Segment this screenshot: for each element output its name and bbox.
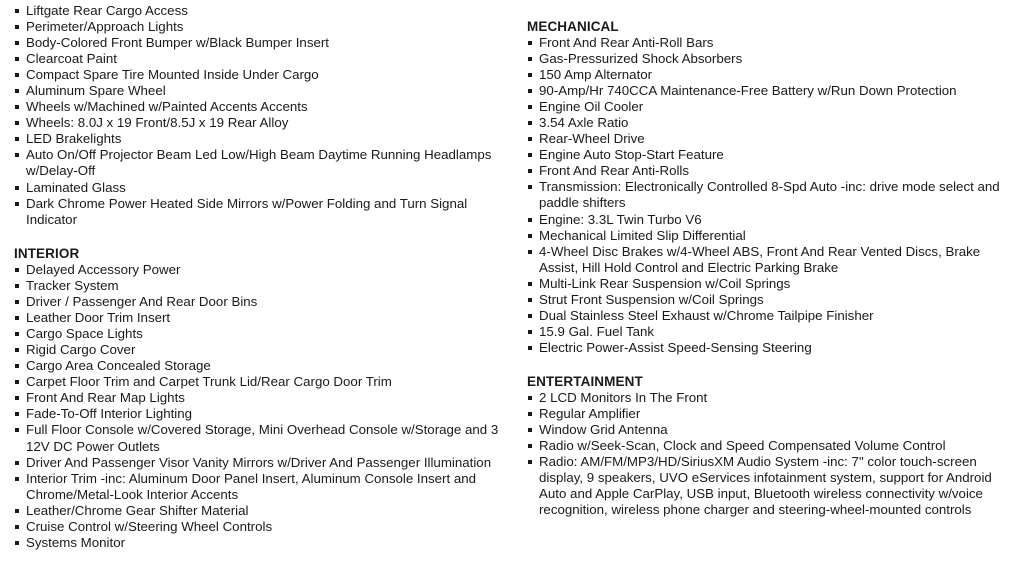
list-item: Radio w/Seek-Scan, Clock and Speed Compensated Volume Control	[527, 438, 1021, 454]
list-item: 4-Wheel Disc Brakes w/4-Wheel ABS, Front And Rear Vented Discs, Brake Assist, Hill Hold Control and Electric Parking Brake	[527, 244, 1021, 276]
list-item: Multi-Link Rear Suspension w/Coil Springs	[527, 276, 1021, 292]
list-item: Engine: 3.3L Twin Turbo V6	[527, 212, 1021, 228]
list-item: Cargo Area Concealed Storage	[14, 358, 514, 374]
list-item: Electric Power-Assist Speed-Sensing Steering	[527, 340, 1021, 356]
list-item: Front And Rear Anti-Roll Bars	[527, 35, 1021, 51]
entertainment-list	[527, 390, 1021, 518]
list-item: Laminated Glass	[14, 180, 514, 196]
list-item: Dark Chrome Power Heated Side Mirrors w/Power Folding and Turn Signal Indicator	[14, 196, 514, 228]
mechanical-list	[527, 35, 1021, 356]
list-item: 2 LCD Monitors In The Front	[527, 390, 1021, 406]
interior-list	[14, 262, 514, 551]
list-item: Regular Amplifier	[527, 406, 1021, 422]
list-item: Perimeter/Approach Lights	[14, 19, 514, 35]
list-item: Rear-Wheel Drive	[527, 131, 1021, 147]
list-item: Strut Front Suspension w/Coil Springs	[527, 292, 1021, 308]
list-item: Engine Oil Cooler	[527, 99, 1021, 115]
list-item: Rigid Cargo Cover	[14, 342, 514, 358]
list-item: Leather/Chrome Gear Shifter Material	[14, 503, 514, 519]
list-item: Wheels w/Machined w/Painted Accents Accents	[14, 99, 514, 115]
exterior-list	[14, 3, 514, 228]
list-item: Gas-Pressurized Shock Absorbers	[527, 51, 1021, 67]
list-item: 3.54 Axle Ratio	[527, 115, 1021, 131]
list-item: Cargo Space Lights	[14, 326, 514, 342]
list-item: Fade-To-Off Interior Lighting	[14, 406, 514, 422]
list-item: Driver / Passenger And Rear Door Bins	[14, 294, 514, 310]
list-item: Cruise Control w/Steering Wheel Controls	[14, 519, 514, 535]
list-item: Mechanical Limited Slip Differential	[527, 228, 1021, 244]
list-item: LED Brakelights	[14, 131, 514, 147]
mechanical-heading: MECHANICAL	[527, 19, 619, 34]
list-item: Clearcoat Paint	[14, 51, 514, 67]
entertainment-heading: ENTERTAINMENT	[527, 374, 643, 389]
list-item: Auto On/Off Projector Beam Led Low/High Beam Daytime Running Headlamps w/Delay-Off	[14, 147, 514, 179]
list-item: Compact Spare Tire Mounted Inside Under Cargo	[14, 67, 514, 83]
list-item: Carpet Floor Trim and Carpet Trunk Lid/Rear Cargo Door Trim	[14, 374, 514, 390]
list-item: Radio: AM/FM/MP3/HD/SiriusXM Audio System -inc: 7" color touch-screen display, 9 speakers, UVO eServices infotainment system, support for Android Auto and Apple CarPlay, USB input, Bluetooth wireless connectivity w/voice recognition, wireless phone charger and steering-wheel-mounted controls	[527, 454, 1021, 518]
list-item: Wheels: 8.0J x 19 Front/8.5J x 19 Rear Alloy	[14, 115, 514, 131]
list-item: Interior Trim -inc: Aluminum Door Panel Insert, Aluminum Console Insert and Chrome/Metal-Look Interior Accents	[14, 471, 514, 503]
list-item: Liftgate Rear Cargo Access	[14, 3, 514, 19]
list-item: Window Grid Antenna	[527, 422, 1021, 438]
list-item: Tracker System	[14, 278, 514, 294]
list-item: Transmission: Electronically Controlled 8-Spd Auto -inc: drive mode select and paddle shifters	[527, 179, 1021, 211]
list-item: Engine Auto Stop-Start Feature	[527, 147, 1021, 163]
list-item: Full Floor Console w/Covered Storage, Mini Overhead Console w/Storage and 3 12V DC Power Outlets	[14, 422, 514, 454]
list-item: Systems Monitor	[14, 535, 514, 551]
list-item: 90-Amp/Hr 740CCA Maintenance-Free Battery w/Run Down Protection	[527, 83, 1021, 99]
interior-heading: INTERIOR	[14, 246, 80, 261]
list-item: Aluminum Spare Wheel	[14, 83, 514, 99]
list-item: Delayed Accessory Power	[14, 262, 514, 278]
list-item: Body-Colored Front Bumper w/Black Bumper Insert	[14, 35, 514, 51]
list-item: Driver And Passenger Visor Vanity Mirrors w/Driver And Passenger Illumination	[14, 455, 514, 471]
list-item: Front And Rear Map Lights	[14, 390, 514, 406]
list-item: 15.9 Gal. Fuel Tank	[527, 324, 1021, 340]
list-item: Dual Stainless Steel Exhaust w/Chrome Tailpipe Finisher	[527, 308, 1021, 324]
list-item: Front And Rear Anti-Rolls	[527, 163, 1021, 179]
list-item: Leather Door Trim Insert	[14, 310, 514, 326]
list-item: 150 Amp Alternator	[527, 67, 1021, 83]
